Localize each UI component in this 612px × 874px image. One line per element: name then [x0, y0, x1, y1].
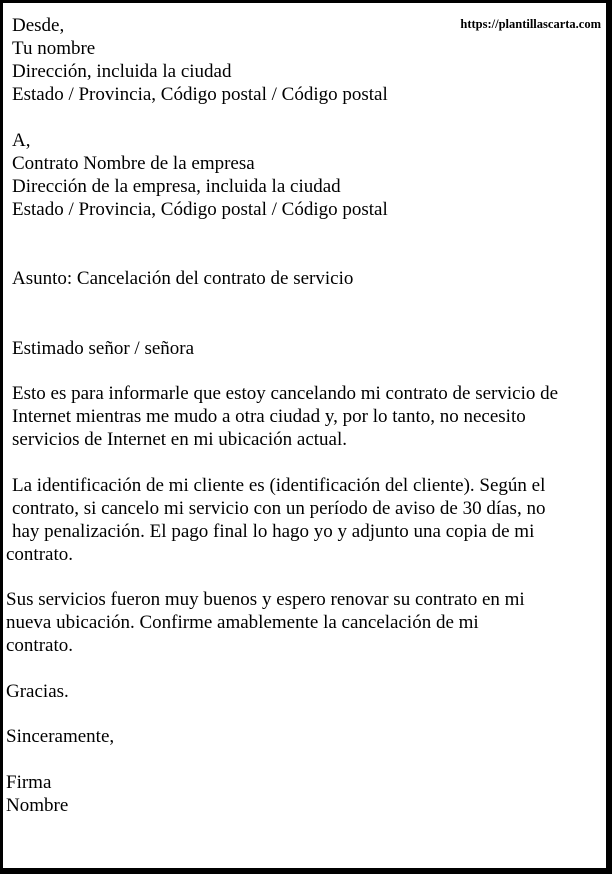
- body-p2-line-4: contrato.: [6, 544, 74, 565]
- body-p1-line-2: Internet mientras me mudo a otra ciudad y, por lo tanto, no necesito: [12, 406, 526, 427]
- body-p3-line-2: nueva ubicación. Confirme amablemente la cancelación de mi: [6, 612, 479, 633]
- salutation: Estimado señor / señora: [12, 338, 195, 359]
- recipient-address: Dirección de la empresa, incluida la ciudad: [12, 176, 341, 197]
- body-p3-line-1: Sus servicios fueron muy buenos y espero renovar su contrato en mi: [6, 589, 525, 610]
- body-p3-line-3: contrato.: [6, 635, 74, 656]
- body-p1-line-1: Esto es para informarle que estoy cancelando mi contrato de servicio de: [12, 383, 559, 404]
- signature-label: Firma: [6, 772, 52, 793]
- recipient-region: Estado / Provincia, Código postal / Código postal: [12, 199, 388, 220]
- sender-region: Estado / Provincia, Código postal / Código postal: [12, 84, 388, 105]
- sender-label: Desde,: [12, 15, 65, 36]
- recipient-label: A,: [12, 130, 31, 151]
- signature-name: Nombre: [6, 795, 69, 816]
- closing: Sinceramente,: [6, 726, 115, 747]
- body-p2-line-1: La identificación de mi cliente es (identificación del cliente). Según el: [12, 475, 546, 496]
- subject-line: Asunto: Cancelación del contrato de servicio: [12, 268, 354, 289]
- watermark-url: https://plantillascarta.com: [460, 17, 601, 31]
- body-p2-line-2: contrato, si cancelo mi servicio con un período de aviso de 30 días, no: [12, 498, 546, 519]
- body-p1-line-3: servicios de Internet en mi ubicación actual.: [12, 429, 348, 450]
- sender-address: Dirección, incluida la ciudad: [12, 61, 232, 82]
- recipient-company: Contrato Nombre de la empresa: [12, 153, 255, 174]
- sender-name: Tu nombre: [12, 38, 96, 59]
- thanks: Gracias.: [6, 681, 69, 702]
- body-p2-line-3: hay penalización. El pago final lo hago yo y adjunto una copia de mi: [12, 521, 535, 542]
